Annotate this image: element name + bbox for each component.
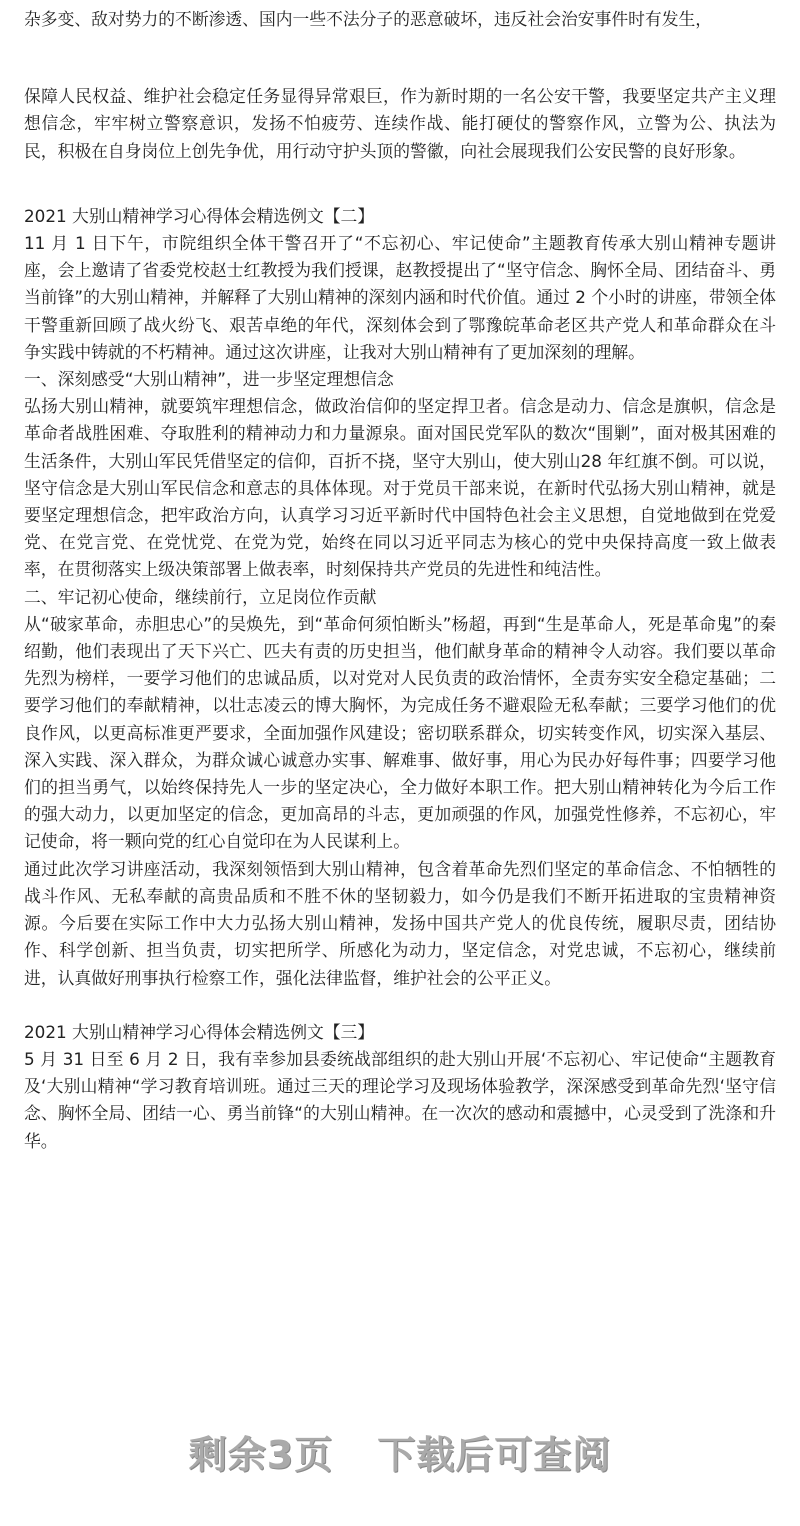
paragraph: 从“破家革命，赤胆忠心”的吴焕先，到“革命何须怕断头”杨超，再到“生是革命人，死是革命鬼”的秦绍勤，他们表现出了天下兴亡、匹夫有责的历史担当，他们献身革命的精神令人动容。我们要以革命先烈为榜样，一要学习他们的忠诚品质，以对党对人民负责的政治情怀，全责夯实安全稳定基础；二要学习他们的奉献精神，以壮志凌云的博大胸怀，为完成任务不避艰险无私奉献；三要学习他们的优良作风，以更高标准更严要求，全面加强作风建设；密切联系群众，切实转变作风，切实深入基层、深入实践、深入群众，为群众诚心诚意办实事、解难事、做好事，用心为民办好每件事；四要学习他们的担当勇气，以始终保持先人一步的坚定决心，全力做好本职工作。把大别山精神转化为今后工作的强大动力，以更加坚定的信念，更加高昂的斗志，更加顽强的作风，加强党性修养，不忘初心，牢记使命，将一颗向党的红心自觉印在为人民谋利上。 xyxy=(24,613,776,852)
paragraph: 弘扬大别山精神，就要筑牢理想信念，做政治信仰的坚定捍卫者。信念是动力、信念是旗帜，信念是革命者战胜困难、夺取胜利的精神动力和力量源泉。面对国民党军队的数次“围剿”，面对极其困难的生活条件，大别山军民凭借坚定的信仰，百折不挠，坚守大别山，使大别山28 年红旗不倒。可以说，坚守信念是大别山军民信念和意志的具体体现。对于党员干部来说，在新时代弘扬大别山精神，就是要坚定理想信念，把牢政治方向，认真学习习近平新时代中国特色社会主义思想，自觉地做到在党爱党、在党言党、在党忧党、在党为党，始终在同以习近平同志为核心的党中央保持高度一致上做表率，在贯彻落实上级决策部署上做表率，时刻保持共产党员的先进性和纯洁性。 xyxy=(24,396,776,580)
text-line: 杂多变、敌对势力的不断渗透、国内一些不法分子的恶意破坏，违反社会治安事件时有发生， xyxy=(24,9,713,29)
paragraph: 11 月 1 日下午，市院组织全体干警召开了“不忘初心、牢记使命”主题教育传承大别山精神专题讲座，会上邀请了省委党校赵士红教授为我们授课，赵教授提出了“坚守信念、胸怀全局、团结奋斗、勇当前锋”的大别山精神，并解释了大别山精神的深刻内涵和时代价值。通过 2 个小时的讲座，带领全体干警重新回顾了战火纷飞、艰苦卓绝的年代，深刻体会到了鄂豫皖革命老区共产党人和革命群众在斗争实践中铸就的不朽精神。通过这次讲座，让我对大别山精神有了更加深刻的理解。 xyxy=(24,233,776,362)
download-prompt[interactable] xyxy=(0,1424,800,1479)
document-body xyxy=(24,6,776,1155)
section-title: 2021 大别山精神学习心得体会精选例文【二】 xyxy=(24,205,375,226)
paragraph: 通过此次学习讲座活动，我深刻领悟到大别山精神，包含着革命先烈们坚定的革命信念、不怕牺牲的战斗作风、无私奉献的高贵品质和不胜不休的坚韧毅力，如今仍是我们不断开拓进取的宝贵精神资源。今后要在实际工作中大力弘扬大别山精神，发扬中国共产党人的优良传统，履职尽责，团结协作、科学创新、担当负责，切实把所学、所感化为动力，坚定信念，对党忠诚，不忘初心，继续前进，认真做好刑事执行检察工作，强化法律监督，维护社会的公平正义。 xyxy=(24,858,776,988)
paragraph: 5 月 31 日至 6 月 2 日，我有幸参加县委统战部组织的赴大别山开展‘不忘初心、牢记使命“主题教育及‘大别山精神“学习教育培训班。通过三天的理论学习及现场体验教学，深深感受到革命先烈‘坚守信念、胸怀全局、团结一心、勇当前锋“的大别山精神。在一次次的感动和震撼中，心灵受到了洗涤和升华。 xyxy=(24,1048,776,1151)
remaining-pages-label: 剩余3页 xyxy=(188,1433,334,1477)
subheading: 一、深刻感受“大别山精神”，进一步坚定理想信念 xyxy=(24,369,394,390)
subheading: 二、牢记初心使命，继续前行，立足岗位作贡献 xyxy=(24,586,377,607)
download-to-view-label: 下载后可查阅 xyxy=(377,1433,612,1477)
paragraph: 保障人民权益、维护社会稳定任务显得异常艰巨，作为新时期的一名公安干警，我要坚定共产主义理想信念，牢牢树立警察意识，发扬不怕疲劳、连续作战、能打硬仗的警察作风，立警为公、执法为民，积极在自身岗位上创先争优，用行动守护头顶的警徽，向社会展现我们公安民警的良好形象。 xyxy=(24,86,776,161)
section-title: 2021 大别山精神学习心得体会精选例文【三】 xyxy=(24,1021,375,1042)
